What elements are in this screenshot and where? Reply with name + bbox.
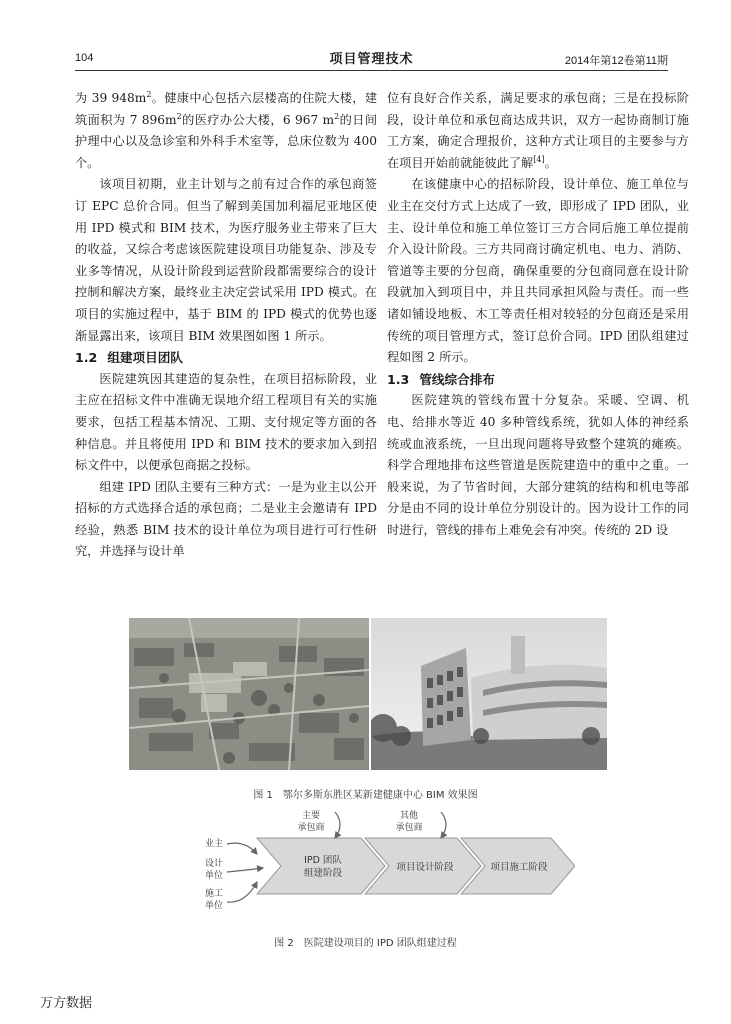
arrow-owner (227, 843, 257, 854)
stage-1-line-1: IPD 团队 (304, 855, 342, 866)
paragraph: 医院建筑的管线布置十分复杂。采暖、空调、机电、给排水等近 40 多种管线系统，犹如人体的神经系统或血液系统，一旦出现问题将导致整个建筑的瘫痪。科学合理地排布这些管道是医院建造中的重中之重。一般来说，为了节省时间，大部分建筑的结构和机电等部分是由不同的设计单位分别设计的。因为设计工作的同时进行，管线的排布上难免会有冲突。传统的 2D 设 (387, 393, 689, 537)
stage-2-label: 项目设计阶段 (396, 862, 454, 873)
paragraph: 组建 IPD 团队主要有三种方式：一是为业主以公开招标的方式选择合适的承包商；二是业主会邀请有 IPD 经验，熟悉 BIM 技术的设计单位为项目进行可行性研究，并选择与设计单 (75, 479, 377, 559)
page-header (75, 48, 668, 71)
paragraph: 在该健康中心的招标阶段，设计单位、施工单位与业主在交付方式上达成了一致，即形成了 IPD 团队，业主、设计单位和施工单位签订三方合同后施工单位提前介入设计阶段。三方共同商讨确定机电、电力、消防、管道等主要的分包商，确保重要的分包商同意在设计阶段就加入到项目中，并且共同承担风险与责任。而一些诸如铺设地板、木工等责任相对较轻的分包商还是采用传统的项目管理方式，签订总价合同。IPD 团队组建过程如图 2 所示。 (387, 177, 689, 365)
label-main-contractor-1: 主要 (301, 811, 321, 821)
figure-2-caption: 图 2 医院建设项目的 IPD 团队组建过程 (274, 938, 457, 949)
building-bim-rendering (371, 618, 607, 770)
arrow-other-contractor (441, 812, 446, 838)
label-main-contractor-2: 承包商 (297, 823, 325, 833)
paragraph: 位有良好合作关系，满足要求的承包商；三是在投标阶段，设计单位和承包商达成共识，双方一起协商制订施工方案，确定合理报价，这种方式让项目的主要参与方在项目开始前就能彼此了解[4]。 (387, 91, 689, 170)
arrow-design-unit (227, 868, 263, 872)
stage-1-line-2: 组建阶段 (303, 868, 343, 879)
journal-title: 项目管理技术 (329, 51, 414, 66)
label-other-contractor-2: 承包商 (395, 823, 423, 833)
section-heading-1-3: 1.3 管线综合排布 (387, 371, 495, 387)
label-construction-unit-2: 单位 (205, 901, 224, 911)
page-number: 104 (75, 52, 94, 64)
paragraph: 该项目初期，业主计划与之前有过合作的承包商签订 EPC 总价合同。但当了解到美国加利福尼亚地区使用 IPD 模式和 BIM 技术，为医疗服务业主带来了巨大的收益，又综合考虑该医院建设项目功能复杂、涉及专业多等情况，从设计阶段到运营阶段都需要综合的设计控制和解决方案，最终业主决定尝试采用 IPD 模式。在项目的实施过程中，基于 BIM 的 IPD 模式的优势也逐渐显露出来，该项目 BIM 效果图如图 1 所示。 (75, 177, 377, 343)
section-heading-1-2: 1.2 组建项目团队 (75, 350, 183, 366)
aerial-bim-rendering (129, 618, 369, 770)
label-other-contractor-1: 其他 (399, 811, 419, 821)
left-column (75, 88, 377, 563)
stage-3-label: 项目施工阶段 (490, 862, 548, 873)
label-design-unit-2: 单位 (205, 871, 224, 881)
right-column (387, 88, 689, 541)
issue-info: 2014年第12卷第11期 (564, 55, 668, 67)
label-design-unit-1: 设计 (205, 859, 224, 869)
building-image (371, 618, 607, 770)
arrow-construction-unit (227, 882, 257, 902)
figure-1-caption: 图 1 鄂尔多斯东胜区某新建健康中心 BIM 效果图 (253, 790, 478, 801)
label-owner: 业主 (205, 839, 224, 849)
ipd-team-flow-diagram (195, 810, 575, 922)
label-construction-unit-1: 施工 (205, 889, 224, 899)
stage-chevron-1 (257, 838, 385, 894)
arrow-main-contractor (335, 812, 340, 838)
source-watermark: 万方数据 (40, 996, 93, 1011)
aerial-image (129, 618, 369, 770)
paragraph: 医院建筑因其建造的复杂性，在项目招标阶段，业主应在招标文件中准确无误地介绍工程项目有关的实施要求，包括工程基本情况、工期、支付规定等方面的各种信息。并且将使用 IPD 和 BIM 技术的要求加入到招标文件中，以便承包商据之投标。 (75, 371, 377, 473)
paragraph: 为 39 $948m^2$。健康中心包括六层楼高的住院大楼，建筑面积为 7 $896m^2$的医疗办公大楼，6 967 $m^2$的日间护理中心以及急诊室和外科手术室等，总床位数为 400 个。 (75, 89, 378, 170)
